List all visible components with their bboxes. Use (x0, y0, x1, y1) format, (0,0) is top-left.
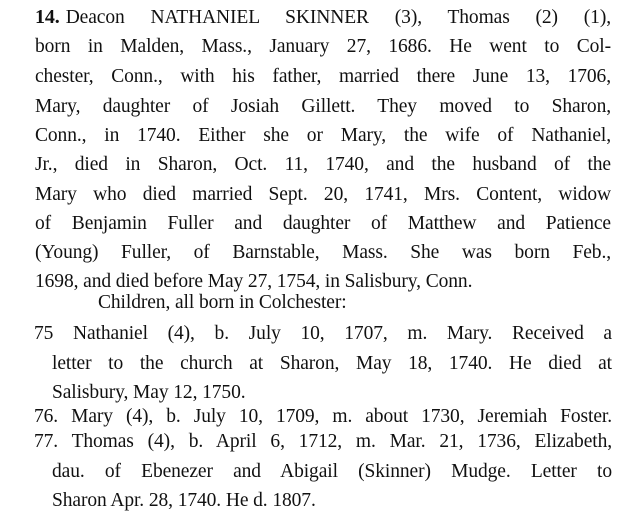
child-entry-line: dau. of Ebenezer and Abigail (Skinner) Mudge. Letter to (52, 461, 612, 482)
entry-number: 14. (35, 6, 60, 28)
entry-text-line: Jr., died in Sharon, Oct. 11, 1740, and the husband of the (35, 154, 611, 175)
entry-text-line: 1698, and died before May 27, 1754, in Salisbury, Conn. (35, 271, 473, 292)
child-entry-line: Sharon Apr. 28, 1740. He d. 1807. (52, 490, 316, 511)
entry-text-line: (Young) Fuller, of Barnstable, Mass. She was born Feb., (35, 242, 611, 263)
child-entry-line: 77. Thomas (4), b. April 6, 1712, m. Mar. 21, 1736, Elizabeth, (34, 431, 612, 452)
entry-text-line: Conn., in 1740. Either she or Mary, the wife of Nathaniel, (35, 125, 611, 146)
child-entry-line: 75 Nathaniel (4), b. July 10, 1707, m. Mary. Received a (34, 323, 612, 344)
children-heading: Children, all born in Colchester: (98, 292, 347, 313)
entry-text-line: Mary who died married Sept. 20, 1741, Mrs. Content, widow (35, 184, 611, 205)
entry-text-line: chester, Conn., with his father, married there June 13, 1706, (35, 66, 611, 87)
entry-text-line: born in Malden, Mass., January 27, 1686. He went to Col- (35, 36, 611, 57)
entry-text-line: Mary, daughter of Josiah Gillett. They moved to Sharon, (35, 96, 611, 117)
child-entry-line: Salisbury, May 12, 1750. (52, 382, 246, 403)
entry-first-line (35, 5, 611, 30)
child-entry-line: 76. Mary (4), b. July 10, 1709, m. about 1730, Jeremiah Foster. (34, 406, 612, 427)
child-entry-line: letter to the church at Sharon, May 18, 1740. He died at (52, 353, 612, 374)
entry-text-line: Deacon NATHANIEL SKINNER (3), Thomas (2) (1), (65, 7, 611, 28)
entry-text-line: of Benjamin Fuller and daughter of Matthew and Patience (35, 213, 611, 234)
